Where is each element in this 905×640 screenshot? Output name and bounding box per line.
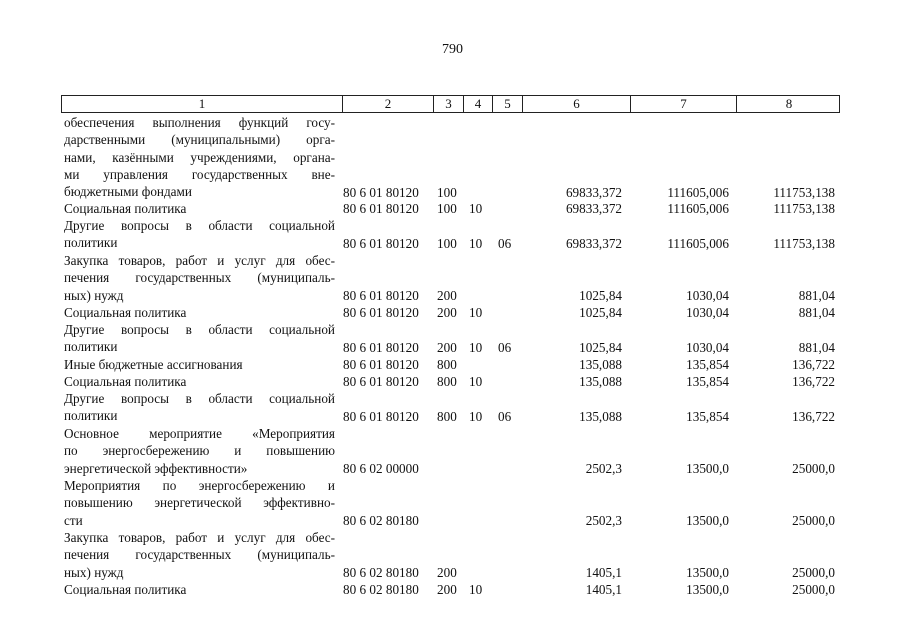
header-col-4: 4	[463, 96, 492, 112]
description-line: обеспечения выполнения функций госу-	[64, 115, 335, 130]
description-line: политики	[64, 339, 118, 355]
row-value-7: 135,854	[686, 408, 729, 424]
row-section: 10	[469, 201, 483, 217]
row-code: 80 6 01 80120	[343, 339, 419, 355]
table-row	[0, 304, 905, 321]
row-value-7: 111605,006	[667, 184, 729, 200]
row-value-7: 135,854	[686, 374, 729, 390]
row-description	[64, 477, 335, 529]
row-section: 10	[469, 374, 483, 390]
row-description	[64, 425, 335, 477]
row-expense-type: 200	[437, 582, 457, 598]
description-line: Мероприятия по энергосбережению и	[64, 478, 335, 493]
row-expense-type: 200	[437, 287, 457, 303]
row-expense-type: 100	[437, 201, 457, 217]
row-description	[64, 217, 335, 252]
row-section: 10	[469, 582, 483, 598]
row-subsection: 06	[498, 339, 512, 355]
header-col-8: 8	[736, 96, 841, 112]
table-row	[0, 477, 905, 529]
description-line: сти	[64, 512, 83, 528]
row-section: 10	[469, 305, 483, 321]
row-value-6: 1025,84	[579, 287, 622, 303]
row-expense-type: 200	[437, 305, 457, 321]
row-description	[64, 252, 335, 304]
row-value-7: 135,854	[686, 357, 729, 373]
row-expense-type: 800	[437, 357, 457, 373]
row-value-8: 111753,138	[773, 201, 835, 217]
row-value-7: 13500,0	[686, 564, 729, 580]
header-col-1: 1	[198, 96, 206, 111]
row-value-7: 111605,006	[667, 201, 729, 217]
row-description	[64, 356, 335, 373]
description-line: по энергосбережению и повышению	[64, 443, 335, 459]
row-code: 80 6 02 00000	[343, 460, 419, 476]
row-value-7: 111605,006	[667, 235, 729, 251]
row-value-8: 111753,138	[773, 235, 835, 251]
row-code: 80 6 01 80120	[343, 305, 419, 321]
header-col-5: 5	[492, 96, 522, 112]
row-subsection: 06	[498, 408, 512, 424]
table-row	[0, 321, 905, 356]
row-value-6: 1025,84	[579, 305, 622, 321]
table-row	[0, 581, 905, 598]
row-expense-type: 800	[437, 408, 457, 424]
table-row	[0, 252, 905, 304]
row-value-6: 135,088	[579, 408, 622, 424]
row-section: 10	[469, 339, 483, 355]
row-code: 80 6 01 80120	[343, 201, 419, 217]
row-value-8: 136,722	[792, 357, 835, 373]
row-value-8: 136,722	[792, 408, 835, 424]
description-line: повышению энергетической эффективно-	[64, 495, 335, 511]
description-line: Другие вопросы в области социальной	[64, 218, 335, 233]
row-value-8: 25000,0	[792, 460, 835, 476]
row-description	[64, 200, 335, 217]
description-line: ных) нужд	[64, 287, 124, 303]
table-row	[0, 529, 905, 581]
row-value-8: 881,04	[798, 339, 835, 355]
row-description	[64, 529, 335, 581]
row-expense-type: 100	[437, 235, 457, 251]
row-value-6: 135,088	[579, 374, 622, 390]
table-row	[0, 425, 905, 477]
description-line: печения государственных (муниципаль-	[64, 547, 335, 563]
table-row	[0, 356, 905, 373]
description-line: Другие вопросы в области социальной	[64, 391, 335, 406]
header-col-3: 3	[433, 96, 463, 112]
row-description	[64, 114, 335, 200]
row-value-6: 1405,1	[585, 582, 622, 598]
table-row	[0, 217, 905, 252]
row-value-6: 2502,3	[585, 512, 622, 528]
row-value-7: 1030,04	[686, 305, 729, 321]
row-expense-type: 200	[437, 564, 457, 580]
row-expense-type: 200	[437, 339, 457, 355]
row-value-8: 25000,0	[792, 512, 835, 528]
row-description	[64, 321, 335, 356]
row-value-6: 69833,372	[565, 235, 622, 251]
row-description	[64, 373, 335, 390]
description-line: политики	[64, 408, 118, 424]
row-value-8: 25000,0	[792, 582, 835, 598]
description-line: ми управления государственных вне-	[64, 166, 335, 182]
row-value-6: 69833,372	[565, 184, 622, 200]
row-value-8: 881,04	[798, 287, 835, 303]
row-code: 80 6 01 80120	[343, 408, 419, 424]
description-line: печения государственных (муниципаль-	[64, 270, 335, 286]
row-value-7: 13500,0	[686, 460, 729, 476]
table-row	[0, 373, 905, 390]
description-line: ных) нужд	[64, 564, 124, 580]
row-value-8: 881,04	[798, 305, 835, 321]
row-value-7: 13500,0	[686, 512, 729, 528]
row-description	[64, 581, 335, 598]
header-col-6: 6	[522, 96, 630, 112]
row-code: 80 6 01 80120	[343, 184, 419, 200]
row-value-6: 2502,3	[585, 460, 622, 476]
description-line: Основное мероприятие «Мероприятия	[64, 426, 335, 441]
row-description	[64, 304, 335, 321]
description-line: Социальная политика	[64, 374, 187, 389]
table-row	[0, 390, 905, 425]
row-expense-type: 800	[437, 374, 457, 390]
page-number: 790	[442, 42, 463, 57]
description-line: Социальная политика	[64, 201, 187, 216]
row-value-6: 1405,1	[585, 564, 622, 580]
row-value-6: 1025,84	[579, 339, 622, 355]
row-code: 80 6 02 80180	[343, 564, 419, 580]
row-value-8: 111753,138	[773, 184, 835, 200]
row-subsection: 06	[498, 235, 512, 251]
row-code: 80 6 01 80120	[343, 374, 419, 390]
description-line: нами, казёнными учреждениями, органа-	[64, 149, 335, 165]
description-line: Закупка товаров, работ и услуг для обес-	[64, 530, 335, 545]
header-col-2: 2	[342, 96, 433, 112]
table-row	[0, 200, 905, 217]
description-line: Другие вопросы в области социальной	[64, 322, 335, 337]
row-value-7: 13500,0	[686, 582, 729, 598]
description-line: бюджетными фондами	[64, 184, 192, 200]
description-line: Социальная политика	[64, 582, 187, 597]
description-line: Закупка товаров, работ и услуг для обес-	[64, 253, 335, 268]
row-expense-type: 100	[437, 184, 457, 200]
row-description	[64, 390, 335, 425]
row-code: 80 6 02 80180	[343, 582, 419, 598]
description-line: Социальная политика	[64, 305, 187, 320]
row-value-6: 135,088	[579, 357, 622, 373]
row-section: 10	[469, 408, 483, 424]
row-value-7: 1030,04	[686, 287, 729, 303]
header-col-7: 7	[630, 96, 736, 112]
row-code: 80 6 02 80180	[343, 512, 419, 528]
row-code: 80 6 01 80120	[343, 235, 419, 251]
row-value-6: 69833,372	[565, 201, 622, 217]
row-value-8: 25000,0	[792, 564, 835, 580]
description-line: энергетической эффективности»	[64, 460, 248, 476]
row-code: 80 6 01 80120	[343, 287, 419, 303]
description-line: политики	[64, 235, 118, 251]
row-value-8: 136,722	[792, 374, 835, 390]
row-section: 10	[469, 235, 483, 251]
row-value-7: 1030,04	[686, 339, 729, 355]
description-line: Иные бюджетные ассигнования	[64, 357, 243, 372]
description-line: дарственными (муниципальными) орга-	[64, 132, 335, 148]
table-row	[0, 114, 905, 201]
row-code: 80 6 01 80120	[343, 357, 419, 373]
